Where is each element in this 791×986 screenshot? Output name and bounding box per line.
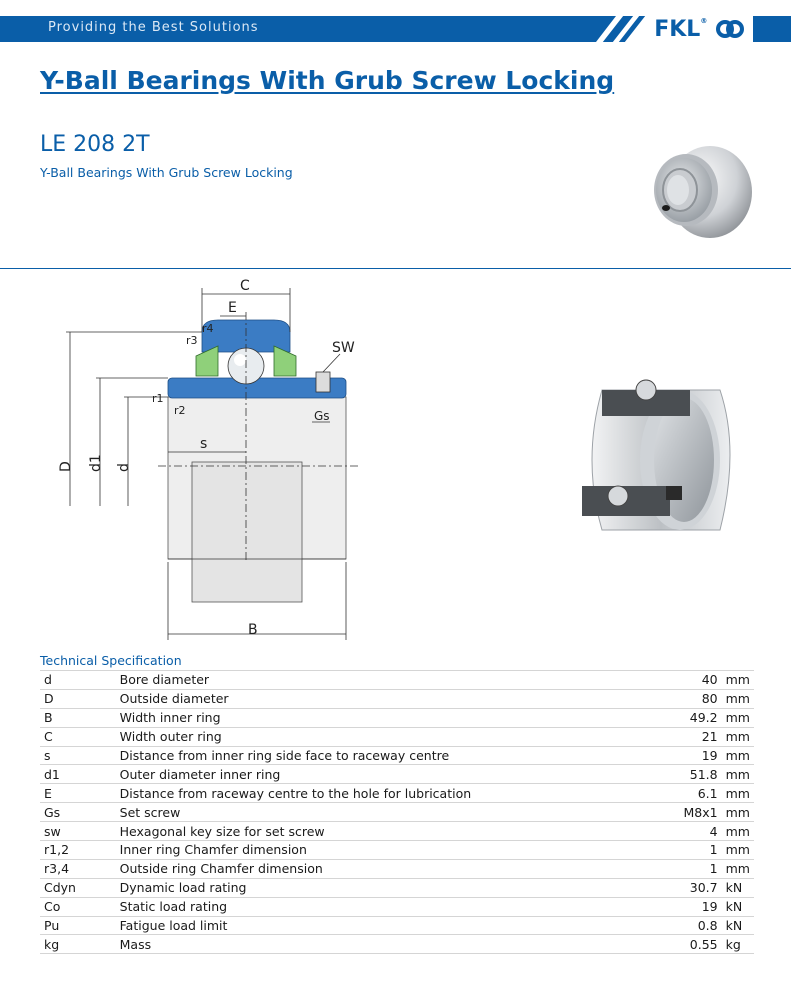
spec-symbol: E [40, 784, 116, 803]
spec-description: Inner ring Chamfer dimension [116, 841, 595, 860]
label-r1: r1 [152, 392, 164, 405]
brand-logo [654, 17, 745, 42]
spec-unit: mm [722, 708, 754, 727]
spec-symbol: C [40, 727, 116, 746]
spec-row [40, 671, 754, 690]
spec-value: 21 [594, 727, 721, 746]
spec-value: 1 [594, 841, 721, 860]
product-subtitle: Y-Ball Bearings With Grub Screw Locking [40, 165, 293, 180]
spec-unit: mm [722, 671, 754, 690]
spec-row [40, 727, 754, 746]
spec-description: Hexagonal key size for set screw [116, 822, 595, 841]
spec-row [40, 689, 754, 708]
spec-row [40, 746, 754, 765]
spec-value: 80 [594, 689, 721, 708]
spec-description: Outside diameter [116, 689, 595, 708]
spec-symbol: Pu [40, 916, 116, 935]
spec-table [40, 670, 754, 954]
spec-unit: mm [722, 784, 754, 803]
label-C: C [240, 278, 250, 294]
label-Gs: Gs [314, 409, 330, 423]
spec-row [40, 878, 754, 897]
spec-row [40, 841, 754, 860]
bearing-thumbnail-image [636, 134, 756, 244]
spec-unit: mm [722, 746, 754, 765]
logo-registered: ® [700, 17, 708, 25]
spec-description: Distance from raceway centre to the hole for lubrication [116, 784, 595, 803]
spec-value: 40 [594, 671, 721, 690]
label-SW: SW [332, 340, 355, 356]
spec-row [40, 708, 754, 727]
spec-symbol: d1 [40, 765, 116, 784]
spec-row [40, 897, 754, 916]
spec-symbol: B [40, 708, 116, 727]
spec-description: Mass [116, 935, 595, 954]
product-code: LE 208 2T [40, 132, 150, 157]
spec-symbol: d [40, 671, 116, 690]
spec-symbol: D [40, 689, 116, 708]
bearing-cutaway-image [570, 360, 750, 560]
label-s: s [200, 436, 208, 452]
top-banner [0, 16, 791, 42]
spec-symbol: sw [40, 822, 116, 841]
spec-row [40, 859, 754, 878]
spec-symbol: Cdyn [40, 878, 116, 897]
spec-value: M8x1 [594, 803, 721, 822]
spec-value: 4 [594, 822, 721, 841]
spec-description: Static load rating [116, 897, 595, 916]
spec-unit: mm [722, 765, 754, 784]
spec-symbol: r1,2 [40, 841, 116, 860]
banner-end [753, 16, 791, 42]
spec-description: Outside ring Chamfer dimension [116, 859, 595, 878]
spec-unit: kN [722, 878, 754, 897]
spec-description: Distance from inner ring side face to raceway centre [116, 746, 595, 765]
label-D: D [58, 461, 74, 472]
spec-unit: mm [722, 822, 754, 841]
spec-symbol: r3,4 [40, 859, 116, 878]
label-r4: r4 [202, 322, 214, 335]
spec-symbol: kg [40, 935, 116, 954]
logo-rings-icon [715, 19, 745, 39]
spec-row [40, 765, 754, 784]
spec-row [40, 935, 754, 954]
spec-value: 51.8 [594, 765, 721, 784]
spec-row [40, 784, 754, 803]
spec-value: 0.55 [594, 935, 721, 954]
spec-description: Dynamic load rating [116, 878, 595, 897]
spec-row [40, 822, 754, 841]
spec-symbol: Co [40, 897, 116, 916]
spec-heading: Technical Specification [40, 653, 182, 668]
spec-symbol: Gs [40, 803, 116, 822]
spec-symbol: s [40, 746, 116, 765]
spec-unit: kg [722, 935, 754, 954]
spec-value: 30.7 [594, 878, 721, 897]
spec-value: 49.2 [594, 708, 721, 727]
spec-description: Width outer ring [116, 727, 595, 746]
spec-row [40, 803, 754, 822]
spec-description: Bore diameter [116, 671, 595, 690]
bearing-dimension-drawing [40, 272, 380, 652]
spec-value: 6.1 [594, 784, 721, 803]
label-r2: r2 [174, 404, 186, 417]
spec-value: 19 [594, 897, 721, 916]
label-E: E [228, 300, 237, 316]
spec-description: Outer diameter inner ring [116, 765, 595, 784]
spec-unit: kN [722, 897, 754, 916]
label-d1: d1 [88, 454, 104, 472]
label-r3: r3 [186, 334, 198, 347]
spec-value: 1 [594, 859, 721, 878]
spec-unit: mm [722, 727, 754, 746]
spec-unit: mm [722, 689, 754, 708]
section-divider [0, 268, 791, 269]
spec-value: 19 [594, 746, 721, 765]
spec-unit: mm [722, 859, 754, 878]
spec-description: Fatigue load limit [116, 916, 595, 935]
spec-value: 0.8 [594, 916, 721, 935]
spec-unit: mm [722, 841, 754, 860]
label-B: B [248, 622, 258, 638]
tagline: Providing the Best Solutions [48, 20, 259, 35]
spec-description: Set screw [116, 803, 595, 822]
logo-text: FKL [654, 17, 701, 42]
label-d: d [116, 463, 132, 472]
spec-unit: kN [722, 916, 754, 935]
spec-description: Width inner ring [116, 708, 595, 727]
page-title: Y-Ball Bearings With Grub Screw Locking [40, 66, 615, 95]
drawing-geometry [66, 288, 358, 640]
spec-row [40, 916, 754, 935]
spec-unit: mm [722, 803, 754, 822]
